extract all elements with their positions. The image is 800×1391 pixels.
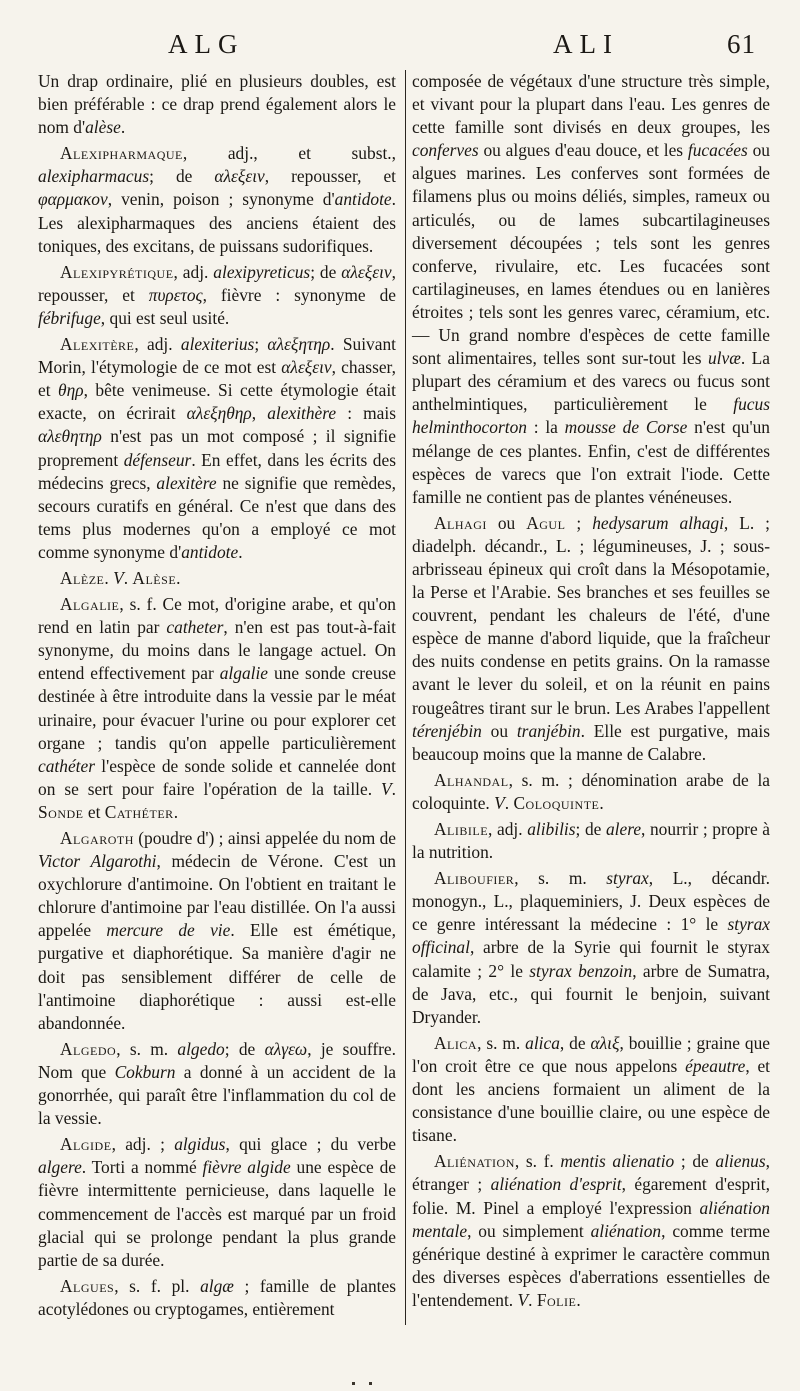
italic-term: conferves xyxy=(412,140,479,161)
italic-term: alexiterius xyxy=(180,334,255,355)
entry-paragraph xyxy=(38,1133,396,1272)
entry-text: , repousser, et xyxy=(38,261,396,305)
bottom-specks xyxy=(352,1372,402,1376)
left-column xyxy=(38,70,396,1324)
headword: Alèze xyxy=(60,567,105,588)
headword: Aliénation xyxy=(434,1151,515,1172)
italic-term: fièvre algide xyxy=(202,1157,291,1178)
italic-term: alèse xyxy=(85,117,121,138)
entry-text: , arbre de Sumatra, de Java, etc., qui fournit le benjoin, suivant Dryander. xyxy=(412,960,770,1027)
entry-text: , s. m. ; dénomination arabe de la coloquinte. xyxy=(412,769,770,813)
running-head-center: ALI xyxy=(553,29,619,59)
italic-term: antidote xyxy=(334,189,392,210)
entry-text: , adj. ; xyxy=(111,1134,175,1155)
entry-text: , je souffre. Nom que xyxy=(38,1038,396,1082)
entry-text: . xyxy=(391,778,396,799)
entry-text: , L. ; diadelph. décandr., L. ; légumineuses, J. ; sous-arbrisseau épineux qui croît dans la Mésopotamie, la Perse et l'Arabie. Ses branches et ses feuilles se couvrent, pendant les chaleurs de l'été, d'une espèce de manne d'abord liquide, que la fraîcheur des nuits condense en petits grains. On la ramasse avant le lever du soleil, et on la réunit en pains rougeâtres tirant sur le brun. Les Arabes l'appellent xyxy=(412,512,770,718)
entry-text: . La plupart des céramium et des varecs ou fucus sont anthelmintiques, particulièrement le xyxy=(412,348,770,415)
entry-text: . Elle est purgative, mais beaucoup moins que la manne de Calabre. xyxy=(412,720,770,764)
entry-text: ; famille de plantes acotylédones ou cryptogames, entièrement xyxy=(38,1275,396,1319)
italic-term: algæ xyxy=(200,1275,234,1296)
entry-text: , bête venimeuse. Si cette étymologie était exacte, on écrirait xyxy=(38,380,396,424)
entry-text: ou xyxy=(481,720,517,741)
entry-text: ou algues marines. Les conferves sont formées de filamens plus ou moins déliés, simples, rameux ou articulés, ou de lames subcartilagineuses diversement découpées ; tels sont les genres conferve, rivulaire, etc. Les fucacées sont cartilagineuses, en lames étendues ou en lanières étroites ; tels sont les genres varec, céramium, etc. — Un grand nombre d'espèces de cette famille sont alimentaires, telles sont sur-tout les xyxy=(412,140,770,369)
italic-term: φαρμακον xyxy=(38,189,108,210)
italic-term: hedysarum alhagi xyxy=(592,512,724,533)
italic-term: algidus xyxy=(174,1134,226,1155)
italic-term: algere xyxy=(38,1157,82,1178)
headword: Alexipyrétique xyxy=(60,261,174,282)
entry-text: , adj. xyxy=(134,334,181,355)
entry-text: a donné à un accident de la gonorrhée, qui paraît être l'inflammation du col de la vessie. xyxy=(38,1061,396,1129)
entry-text: . xyxy=(504,792,514,813)
italic-term: catheter xyxy=(166,617,224,638)
italic-term: fucacées xyxy=(687,140,748,161)
entry-paragraph xyxy=(38,261,396,330)
headword: Alexitère xyxy=(60,334,135,355)
italic-term: mentis alienatio xyxy=(560,1151,675,1172)
italic-term: aliénation mentale xyxy=(412,1197,770,1241)
entry-text: ; de xyxy=(674,1151,716,1172)
entry-paragraph xyxy=(412,1150,770,1312)
italic-term: algedo xyxy=(177,1038,225,1059)
headword: Alibile xyxy=(434,819,489,839)
italic-term: θηρ xyxy=(58,380,84,401)
headword: Algues xyxy=(60,1275,115,1296)
entry-text: . Elle est émétique, purgative et diaphorétique. Sa manière d'agir ne doit pas sensiblement différer de celle de l'antimoine diaphorétique : aussi est-elle abandonnée. xyxy=(38,920,396,1033)
entry-text: n'est pas un mot composé ; il signifie proprement xyxy=(38,426,396,470)
entry-text: . Torti a nommé xyxy=(81,1157,203,1178)
italic-term: styrax benzoin xyxy=(529,960,633,981)
entry-text: , bouillie ; graine que l'on croit être ce que nous appelons xyxy=(412,1032,770,1076)
entry-text: . xyxy=(576,1289,581,1310)
entry-text: , qui glace ; du verbe xyxy=(225,1134,396,1155)
entry-text: , s. m. xyxy=(477,1032,526,1053)
entry-text: ; de xyxy=(224,1038,265,1059)
entry-text: ; de xyxy=(149,166,215,187)
entry-text: , n'en est pas tout-à-fait synonyme, du moins dans le langage actuel. On entend effectivement par xyxy=(38,617,396,684)
entry-text: , adj., et subst., xyxy=(182,143,396,164)
italic-term: alexipharmacus xyxy=(38,166,150,187)
headword: Alhagi xyxy=(434,512,487,533)
italic-term: styrax xyxy=(606,868,649,889)
entry-text: . Les alexipharmaques des anciens étaient des toniques, des excitans, de puissans sudorifiques. xyxy=(38,189,396,256)
entry-text: ; de xyxy=(310,261,342,282)
headword: Alhandal xyxy=(434,769,509,790)
italic-term: fébrifuge xyxy=(38,307,101,328)
entry-text: : mais xyxy=(336,403,396,424)
entry-paragraph xyxy=(412,769,770,815)
entry-text: et xyxy=(83,801,105,822)
entry-text: , s. f. xyxy=(514,1151,561,1172)
headword: Cathéter xyxy=(104,801,174,822)
italic-term: mousse de Corse xyxy=(564,417,688,438)
entry-text: ou xyxy=(486,512,527,533)
entry-text: , de xyxy=(559,1032,591,1053)
italic-term: αλεθητηρ xyxy=(38,426,102,447)
italic-term: styrax officinal xyxy=(412,914,770,958)
entry-text: : la xyxy=(526,417,565,438)
entry-paragraph xyxy=(38,70,396,139)
entry-text: Un drap ordinaire, plié en plusieurs doubles, est bien préférable : ce drap prend également alors le nom d' xyxy=(38,71,396,138)
italic-term: alica xyxy=(525,1032,560,1053)
headword: Aliboufier xyxy=(434,868,515,889)
headword: Alèse xyxy=(132,567,177,588)
entry-paragraph xyxy=(412,818,770,864)
entry-text: composée de végétaux d'une structure très simple, et vivant pour la plupart dans l'eau. Les genres de cette famille sont divisés en deux groupes, les xyxy=(412,71,770,138)
headword: Alica xyxy=(434,1032,478,1053)
entry-paragraph xyxy=(38,1275,396,1321)
entry-text: , fièvre : synonyme de xyxy=(202,284,396,305)
right-column xyxy=(412,70,770,1315)
entry-text: , adj. xyxy=(173,261,214,282)
italic-term: αλεξειν xyxy=(341,261,392,282)
italic-term: Victor Algarothi xyxy=(38,851,157,872)
entry-text: , s. m. xyxy=(116,1038,178,1059)
entry-text: une sonde creuse destinée à être introduite dans la vessie par le méat urinaire, pour évacuer l'urine ou pour explorer cet organe ; tandis qu'on appelle particulièrement xyxy=(38,663,396,753)
entry-text: . xyxy=(120,117,126,138)
entry-paragraph xyxy=(412,867,770,1029)
entry-text: , venin, poison ; synonyme d' xyxy=(107,189,335,210)
italic-term: αλγεω xyxy=(264,1038,308,1059)
entry-text: , étranger ; xyxy=(412,1151,770,1195)
entry-text: ou algues d'eau douce, et les xyxy=(478,140,688,161)
headword: Agul xyxy=(526,512,566,533)
entry-text: une espèce de fièvre intermittente pernicieuse, dans laquelle le commencement de l'accès est marqué par un froid glacial qui se prolonge pendant la plus grande partie de sa durée. xyxy=(38,1157,396,1270)
entry-paragraph xyxy=(412,70,770,509)
entry-text: , adj. xyxy=(488,819,528,839)
entry-text: . xyxy=(238,541,243,562)
headword: Alexipharmaque xyxy=(60,143,183,164)
entry-text: , arbre de la Syrie qui fournit le styrax calamite ; 2° le xyxy=(412,937,770,981)
italic-term: algalie xyxy=(219,663,269,684)
entry-text: ne signifie que remèdes, secours curatifs en général. Ce n'est que dans des tems plus modernes qu'on a employé ce mot comme synonyme d' xyxy=(38,472,396,562)
italic-term: V xyxy=(517,1289,529,1310)
italic-term: fucus helminthocorton xyxy=(412,394,770,438)
italic-term: αλιξ xyxy=(590,1032,620,1053)
italic-term: alexithère xyxy=(267,403,337,424)
italic-term: αλεξειν xyxy=(281,357,332,378)
entry-text: ; xyxy=(565,512,593,533)
italic-term: cathéter xyxy=(38,755,95,776)
italic-term: épeautre xyxy=(685,1055,746,1076)
entry-paragraph xyxy=(38,567,396,590)
entry-text: , s. f. Ce mot, d'origine arabe, et qu'on rend en latin par xyxy=(38,594,396,638)
running-head-left: ALG xyxy=(168,29,245,59)
italic-term: tranjébin xyxy=(516,720,581,741)
italic-term: V xyxy=(113,567,124,588)
entry-text: n'est qu'un mélange de ces plantes. Enfin, c'est de différentes espèces de varecs que l'on extrait l'iode. Cette famille ne contient pas de plantes vénéneuses. xyxy=(412,417,770,507)
italic-term: aliénation d'esprit xyxy=(490,1174,622,1195)
entry-text: . xyxy=(599,792,604,813)
headword: Folie xyxy=(536,1289,577,1310)
italic-term: aliénation xyxy=(590,1220,662,1241)
italic-term: V xyxy=(494,792,505,813)
entry-paragraph xyxy=(38,333,396,564)
column-divider xyxy=(405,70,406,1325)
italic-term: alibilis xyxy=(527,819,576,839)
entry-text: , L., décandr. monogyn., L., plaqueminiers, J. Deux espèces de ce genre intéressant la médecine : 1° le xyxy=(412,868,770,935)
entry-text: . xyxy=(528,1289,537,1310)
italic-term: πυρετος xyxy=(148,284,203,305)
italic-term: αλεξητηρ xyxy=(267,334,331,355)
entry-text: , médecin de Vérone. C'est un oxychlorure d'antimoine. On l'obtient en traitant le chlorure d'antimoine par l'eau distillée. On l'a aussi appelée xyxy=(38,851,396,941)
italic-term: Cokburn xyxy=(114,1061,176,1082)
entry-paragraph xyxy=(412,1032,770,1147)
headword: Algedo xyxy=(60,1038,117,1059)
entry-text: . Suivant Morin, l'étymologie de ce mot est xyxy=(38,334,396,378)
italic-term: antidote xyxy=(181,541,239,562)
italic-term: ulvæ xyxy=(707,348,741,369)
entry-paragraph xyxy=(38,142,396,257)
entry-text: ; xyxy=(254,334,268,355)
entry-text: . xyxy=(123,567,133,588)
entry-text: . En effet, dans les écrits des médecins grecs, xyxy=(38,449,396,493)
entry-text: , repousser, et xyxy=(264,166,396,187)
italic-term: alexitère xyxy=(156,472,217,493)
entry-paragraph xyxy=(38,593,396,824)
entry-text: (poudre d') ; ainsi appelée du nom de xyxy=(133,828,396,848)
entry-text: , chasser, et xyxy=(38,357,397,401)
entry-paragraph xyxy=(38,1038,396,1130)
headword: Coloquinte xyxy=(513,792,600,813)
entry-text: . xyxy=(173,801,179,822)
italic-term: mercure de vie xyxy=(106,920,231,941)
italic-term: alienus xyxy=(715,1151,766,1172)
entry-text: . xyxy=(176,567,181,588)
entry-text: , nourrir ; propre à la nutrition. xyxy=(412,819,770,863)
page-number: 61 xyxy=(727,29,756,59)
italic-term: αλεξειν xyxy=(214,166,265,187)
entry-text: . xyxy=(104,567,114,588)
headword: Sonde xyxy=(38,801,84,822)
italic-term: V xyxy=(381,778,392,799)
headword: Algide xyxy=(60,1134,112,1155)
entry-text: , s. m. xyxy=(514,868,607,889)
entry-text: , s. f. pl. xyxy=(114,1275,201,1296)
headword: Algaroth xyxy=(60,828,134,848)
entry-text: , égarement d'esprit, folie. M. Pinel a employé l'expression xyxy=(412,1174,770,1218)
entry-text: , qui est seul usité. xyxy=(100,307,230,328)
entry-text: l'espèce de sonde solide et cannelée dont on se sert pour faire l'opération de la taille. xyxy=(38,755,396,799)
entry-text: , et dont les anciens formaient un aliment de la consistance d'une bouillie claire, ou une espèce de tisane. xyxy=(412,1055,771,1146)
entry-text: ; de xyxy=(575,819,606,839)
entry-text: , xyxy=(251,403,268,424)
italic-term: alexipyreticus xyxy=(213,261,311,282)
entry-text: , comme terme générique destiné à exprimer le caractère commun des diverses espèces d'aberrations essentielles de l'entendement. xyxy=(412,1220,770,1310)
italic-term: défenseur xyxy=(123,449,192,470)
italic-term: αλεξηθηρ xyxy=(186,403,252,424)
entry-text: , ou simplement xyxy=(467,1220,591,1241)
headword: Algalie xyxy=(60,594,120,615)
italic-term: térenjébin xyxy=(412,720,482,741)
entry-paragraph xyxy=(38,827,396,1035)
italic-term: alere xyxy=(605,819,642,839)
entry-paragraph xyxy=(412,512,770,766)
